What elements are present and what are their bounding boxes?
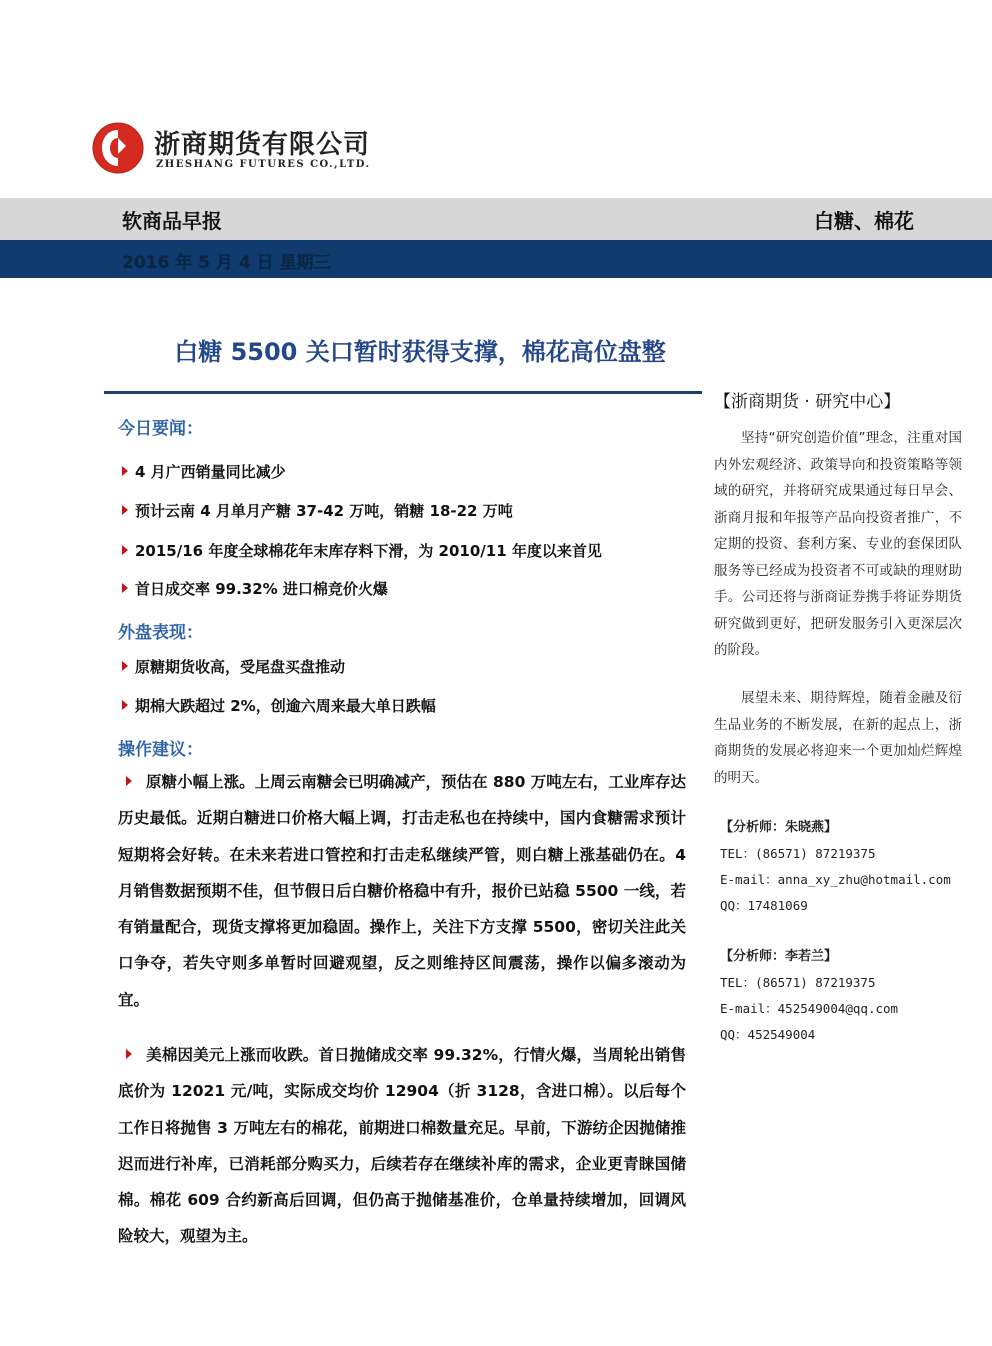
- analyst-card: [720, 944, 898, 1048]
- analyst-card: [720, 815, 951, 919]
- sidebar-outlook: 展望未来、期待辉煌，随着金融及衍生品业务的不断发展，在新的起点上，浙商期货的发展必将迎来一个更加灿烂辉煌的明天。: [714, 690, 962, 786]
- analyst-tel: TEL：(86571) 87219375: [720, 975, 876, 990]
- company-logo: [92, 118, 382, 182]
- bullet-triangle-icon: [122, 661, 128, 671]
- report-products: 白糖、棉花: [814, 209, 914, 233]
- advice-paragraph-sugar: 原糖小幅上涨。上周云南糖会已明确减产，预估在 880 万吨左右，工业库存达历史最低。近期白糖进口价格大幅上调，打击走私也在持续中，国内食糖需求预计短期将会好转。在未来若进口管控和打击走私继续严管，则白糖上涨基础仍在。4 月销售数据预期不佳，但节假日后白糖价格稳中有升，报价已站稳 5500 一线，若有销量配合，现货支撑将更加稳固。操作上，关注下方支撑 5500，密切关注此关口争夺，若失守则多单暂时回避观望，反之则维持区间震荡，操作以偏多滚动为宜。: [118, 773, 686, 1009]
- bullet-triangle-icon: [122, 583, 128, 593]
- overseas-item: 期棉大跌超过 2%，创逾六周来最大单日跌幅: [122, 695, 436, 716]
- analyst-name: 【分析师：朱晓燕】: [720, 820, 838, 835]
- date-band: [0, 240, 992, 278]
- section-title-overseas: 外盘表现：: [118, 623, 203, 643]
- bullet-triangle-icon: [122, 700, 128, 710]
- report-headline: 白糖 5500 关口暂时获得支撑，棉花高位盘整: [174, 338, 666, 366]
- company-name-cn: 浙商期货有限公司: [154, 130, 371, 160]
- news-item: 2015/16 年度全球棉花年末库存料下滑，为 2010/11 年度以来首见: [122, 540, 602, 561]
- news-item: 首日成交率 99.32% 进口棉竞价火爆: [122, 578, 388, 599]
- sidebar-intro: 坚持“研究创造价值”理念，注重对国内外宏观经济、政策导向和投资策略等领域的研究，并将研究成果通过每日早会、浙商月报和年报等产品向投资者推广，不定期的投资、套利方案、专业的套保团队服务等已经成为投资者不可或缺的理财助手。公司还将与浙商证券携手将证券期货研究做到更好，把研发服务引入更深层次的阶段。: [714, 430, 962, 658]
- bullet-triangle-icon: [126, 1049, 132, 1059]
- analyst-name: 【分析师：李若兰】: [720, 949, 838, 964]
- sidebar-title: 【浙商期货 · 研究中心】: [714, 392, 901, 412]
- bullet-triangle-icon: [122, 505, 128, 515]
- analyst-qq: QQ：17481069: [720, 898, 808, 913]
- overseas-item: 原糖期货收高，受尾盘买盘推动: [122, 656, 345, 677]
- bullet-triangle-icon: [122, 545, 128, 555]
- news-item: 预计云南 4 月单月产糖 37-42 万吨，销糖 18-22 万吨: [122, 500, 513, 521]
- report-type: 软商品早报: [122, 209, 222, 233]
- analyst-tel: TEL：(86571) 87219375: [720, 846, 876, 861]
- bullet-triangle-icon: [122, 466, 128, 476]
- report-type-band: [0, 198, 992, 240]
- analyst-qq: QQ：452549004: [720, 1027, 816, 1042]
- analyst-email[interactable]: E-mail：anna_xy_zhu@hotmail.com: [720, 872, 951, 887]
- company-name-en: ZHESHANG FUTURES CO.,LTD.: [156, 159, 371, 170]
- news-item: 4 月广西销量同比减少: [122, 461, 286, 482]
- report-date: 2016 年 5 月 4 日 星期三: [122, 253, 331, 273]
- bullet-triangle-icon: [126, 776, 132, 786]
- section-title-news: 今日要闻：: [118, 419, 203, 439]
- section-title-advice: 操作建议：: [118, 740, 203, 760]
- zheshang-logo-icon: [92, 122, 144, 174]
- headline-divider: [104, 391, 702, 394]
- advice-paragraph-cotton: 美棉因美元上涨而收跌。首日抛储成交率 99.32%，行情火爆，当周轮出销售底价为 12021 元/吨，实际成交均价 12904（折 3128，含进口棉）。以后每个工作日将抛售 3 万吨左右的棉花，前期进口棉数量充足。早前，下游纺企因抛储推迟而进行补库，已消耗部分购买力，后续若存在继续补库的需求，企业更青睐国储棉。棉花 609 合约新高后回调，但仍高于抛储基准价，仓单量持续增加，回调风险较大，观望为主。: [118, 1046, 686, 1246]
- analyst-email[interactable]: E-mail：452549004@qq.com: [720, 1001, 899, 1016]
